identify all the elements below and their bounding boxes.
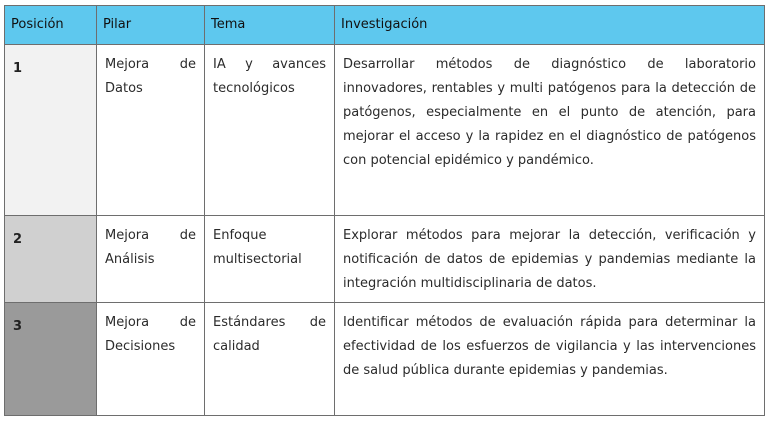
table-row bbox=[5, 45, 765, 216]
header-research: Investigación bbox=[335, 6, 765, 45]
header-theme: Tema bbox=[205, 6, 335, 45]
theme-value: Estándares de calidad bbox=[213, 315, 326, 354]
position-cell bbox=[5, 303, 97, 416]
theme-cell bbox=[205, 45, 335, 216]
position-value: 2 bbox=[13, 232, 23, 247]
priority-table-container bbox=[4, 5, 764, 416]
position-cell bbox=[5, 45, 97, 216]
research-cell bbox=[335, 303, 765, 416]
pillar-cell bbox=[97, 45, 205, 216]
research-priorities-table bbox=[4, 5, 765, 416]
header-pillar: Pilar bbox=[97, 6, 205, 45]
position-value: 3 bbox=[13, 319, 23, 334]
table-row bbox=[5, 216, 765, 303]
table-header-row bbox=[5, 6, 765, 45]
theme-cell bbox=[205, 303, 335, 416]
pillar-cell bbox=[97, 303, 205, 416]
research-value: Explorar métodos para mejorar la detección, verificación y notificación de datos de epidemias y pandemias mediante la integración multidisciplinaria de datos. bbox=[343, 228, 756, 291]
position-value: 1 bbox=[13, 61, 23, 76]
pillar-value: Mejora de Decisiones bbox=[105, 315, 196, 354]
research-cell bbox=[335, 45, 765, 216]
pillar-value: Mejora de Análisis bbox=[105, 228, 196, 267]
research-value: Desarrollar métodos de diagnóstico de laboratorio innovadores, rentables y multi patógenos para la detección de patógenos, especialmente en el punto de atención, para mejorar el acceso y la rapidez en el diagnóstico de patógenos con potencial epidémico y pandémico. bbox=[343, 57, 756, 168]
header-position: Posición bbox=[5, 6, 97, 45]
position-cell bbox=[5, 216, 97, 303]
theme-value: IA y avances tecnológicos bbox=[213, 57, 326, 96]
research-value: Identificar métodos de evaluación rápida para determinar la efectividad de los esfuerzos de vigilancia y las intervenciones de salud pública durante epidemias y pandemias. bbox=[343, 315, 756, 378]
research-cell bbox=[335, 216, 765, 303]
table-row bbox=[5, 303, 765, 416]
pillar-cell bbox=[97, 216, 205, 303]
pillar-value: Mejora de Datos bbox=[105, 57, 196, 96]
theme-value: Enfoque multisectorial bbox=[213, 228, 302, 267]
theme-cell bbox=[205, 216, 335, 303]
